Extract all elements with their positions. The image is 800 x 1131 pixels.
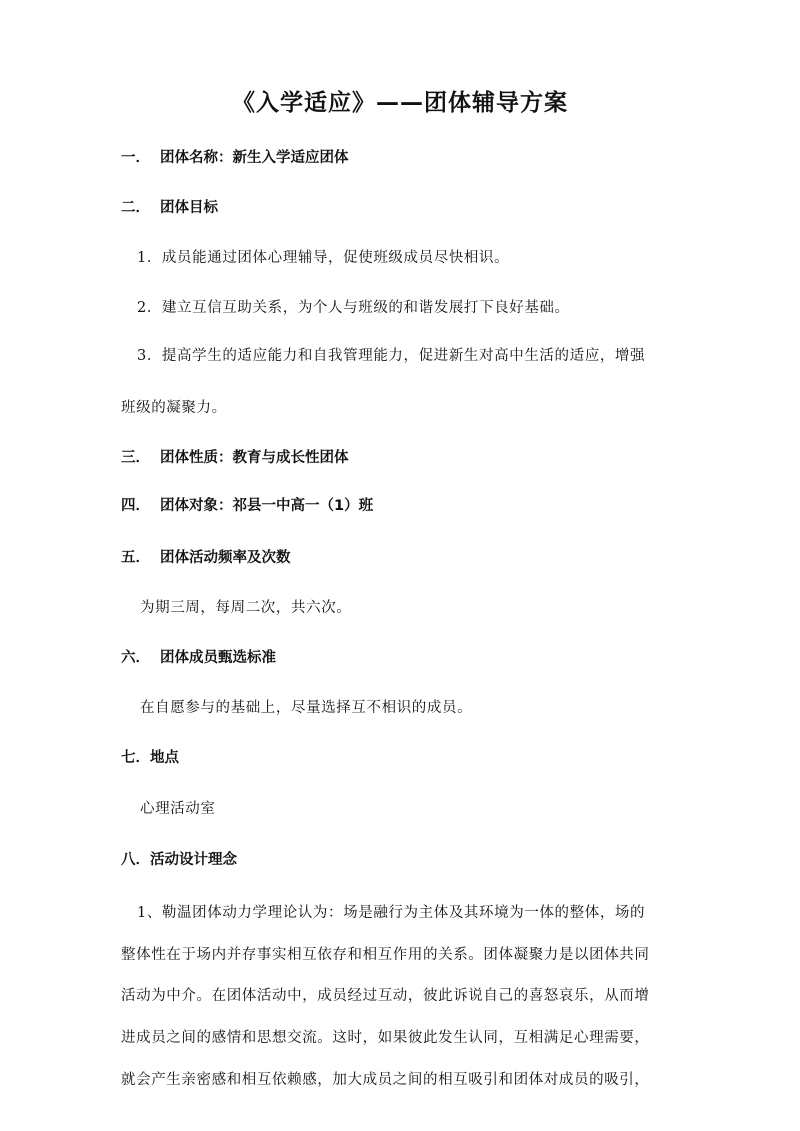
section-title: 团体性质：教育与成长性团体 [160, 450, 349, 466]
section-title: 团体目标 [160, 200, 218, 216]
rationale-line-5: 就会产生亲密感和相互依赖感，加大成员之间的相互吸引和团体对成员的吸引， [121, 1072, 650, 1088]
section-title: 活动设计理念 [150, 852, 237, 868]
section-heading-6 [121, 646, 276, 667]
selection-text: 在自愿参与的基础上，尽量选择互不相识的成员。 [140, 700, 473, 716]
section-heading-7 [121, 746, 179, 767]
section-heading-1 [121, 146, 349, 167]
goal-item-2: 2．建立互信互助关系，为个人与班级的和谐发展打下良好基础。 [137, 300, 570, 316]
section-number: 三． [121, 450, 150, 466]
rationale-line-4: 进成员之间的感情和思想交流。这时，如果彼此发生认同，互相满足心理需要， [121, 1030, 650, 1046]
goal-item-3-continued: 班级的凝聚力。 [121, 400, 227, 416]
rationale-line-1: 1、勒温团体动力学理论认为：场是融行为主体及其环境为一体的整体，场的 [137, 905, 646, 921]
section-heading-4 [121, 494, 373, 515]
location-text: 心理活动室 [140, 801, 216, 817]
section-title: 地点 [150, 750, 179, 766]
section-number: 八． [121, 852, 150, 868]
section-number: 七． [121, 750, 150, 766]
section-number: 一． [121, 150, 150, 166]
section-title: 团体活动频率及次数 [160, 550, 291, 566]
goal-item-3: 3．提高学生的适应能力和自我管理能力，促进新生对高中生活的适应，增强 [137, 348, 646, 364]
section-heading-3 [121, 446, 349, 467]
section-number: 六． [121, 650, 150, 666]
section-number: 二． [121, 200, 150, 216]
section-title: 团体对象：祁县一中高一（1）班 [160, 498, 374, 514]
section-number: 四． [121, 498, 150, 514]
section-heading-2 [121, 196, 218, 217]
frequency-text: 为期三周，每周二次，共六次。 [140, 600, 352, 616]
section-heading-5 [121, 546, 291, 567]
rationale-line-3: 活动为中介。在团体活动中，成员经过互动，彼此诉说自己的喜怒哀乐，从而增 [121, 988, 650, 1004]
section-title: 团体成员甄选标准 [160, 650, 276, 666]
section-heading-8 [121, 848, 237, 869]
section-title: 团体名称：新生入学适应团体 [160, 150, 349, 166]
goal-item-1: 1．成员能通过团体心理辅导，促使班级成员尽快相识。 [137, 250, 510, 266]
rationale-line-2: 整体性在于场内并存事实相互依存和相互作用的关系。团体凝聚力是以团体共同 [121, 947, 650, 963]
document-title: 《入学适应》——团体辅导方案 [232, 90, 568, 116]
section-number: 五． [121, 550, 150, 566]
